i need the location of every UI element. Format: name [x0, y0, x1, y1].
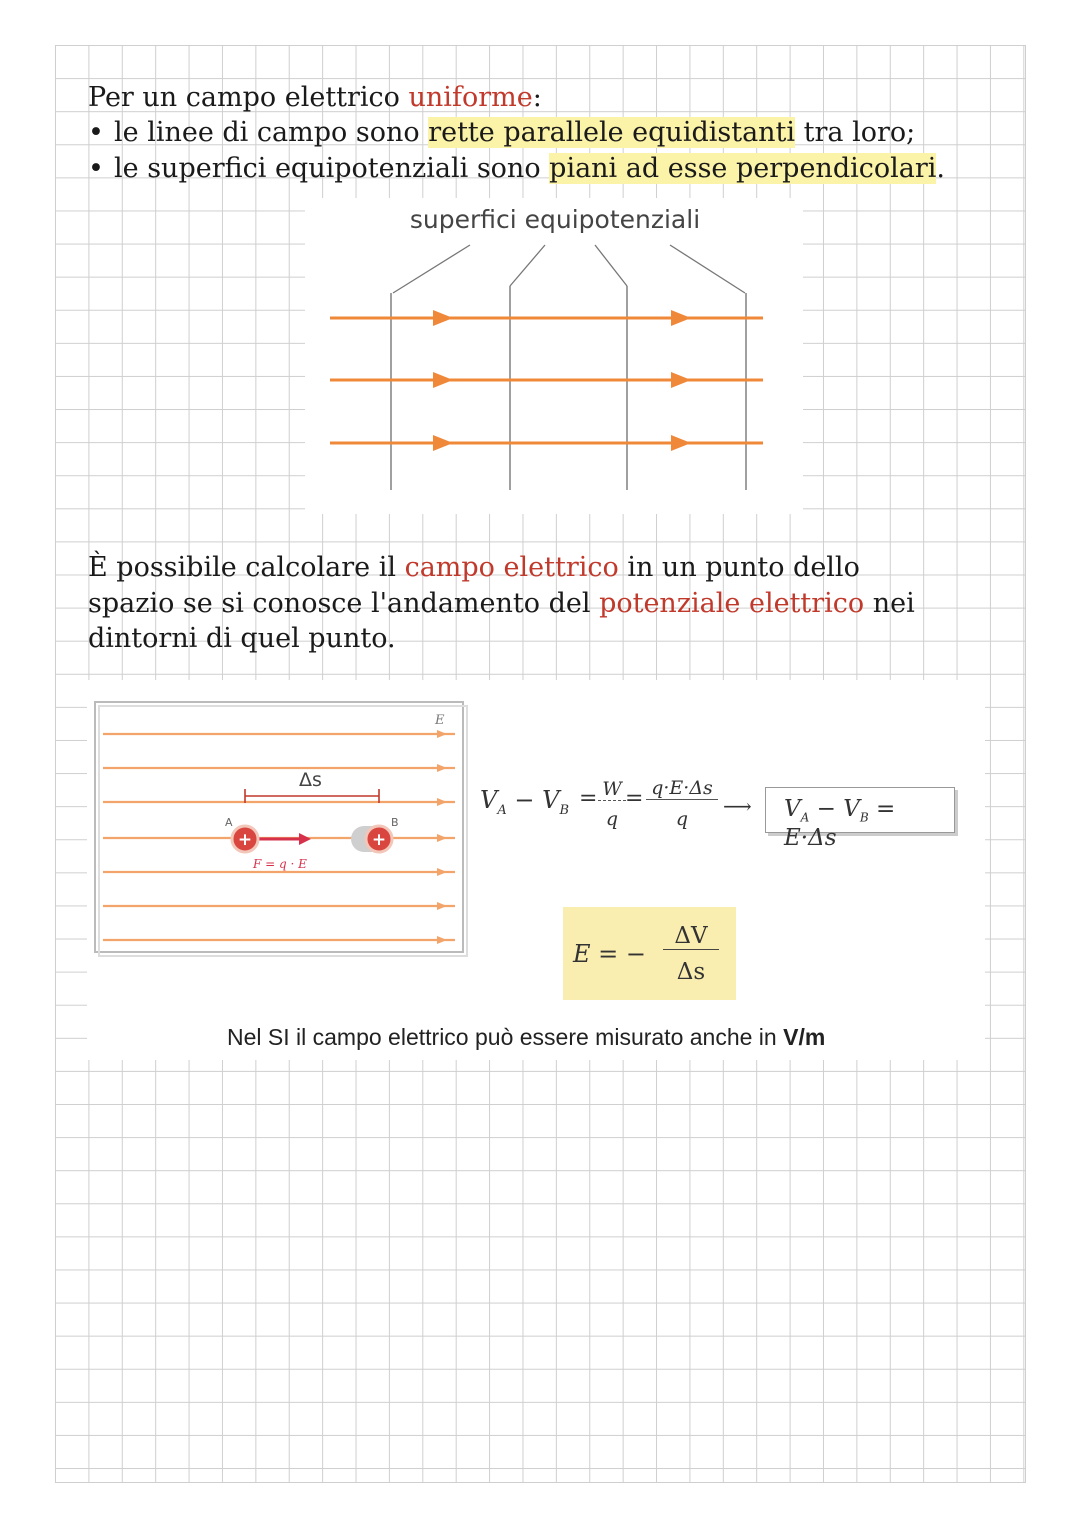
point-a-label: A	[225, 816, 233, 829]
field-formula-dv: ΔV	[663, 923, 719, 950]
bullet-1-tail: tra loro;	[795, 117, 916, 148]
field-formula-lhs: E = −	[573, 940, 646, 968]
si-note-unit: V/m	[783, 1024, 826, 1050]
formula-q: q	[605, 808, 619, 830]
result-formula: $V_A - V_B = E\cdot\Delta s$	[784, 796, 896, 851]
bullet-2	[88, 151, 945, 186]
para-line-1-tail: in un punto dello	[618, 552, 860, 583]
force-label: F = q · E	[253, 857, 307, 871]
para-line-3	[88, 621, 396, 656]
figure-equipotential	[305, 198, 803, 514]
bullet-1-text: le linee di campo sono	[114, 117, 429, 148]
bullet-2-text: le superfici equipotenziali sono	[114, 153, 550, 184]
para-line-1	[88, 550, 860, 585]
intro-title-highlight: uniforme	[408, 82, 533, 113]
field-label: E	[435, 713, 445, 728]
diagram-frame	[95, 702, 463, 952]
delta-s-label: Δs	[299, 769, 322, 791]
para-line-1-highlight: campo elettrico	[404, 552, 619, 583]
bullet-1-highlight: rette parallele equidistanti	[428, 117, 796, 148]
equipotential-diagram	[305, 198, 803, 514]
formula-q-cancel: q	[675, 808, 689, 830]
svg-text:+: +	[371, 830, 387, 850]
intro-title-text: Per un campo elettrico	[88, 82, 409, 113]
charge-field-diagram	[93, 700, 473, 960]
para-line-2	[88, 586, 915, 621]
para-line-3-text: dintorni di quel punto.	[88, 623, 396, 654]
intro-title-colon: :	[532, 82, 542, 113]
point-b-label: B	[391, 816, 399, 829]
formula-eq-2: =	[625, 786, 644, 811]
si-note-text: Nel SI il campo elettrico può essere misurato anche in	[227, 1024, 784, 1050]
field-formula-ds: Δs	[676, 959, 706, 985]
formula-qes: q·E·Δs	[646, 777, 718, 800]
bullet-1	[88, 115, 915, 150]
field-lines	[330, 318, 763, 443]
para-line-2-tail: nei	[864, 588, 915, 619]
formula-w: W	[598, 778, 626, 801]
arrow-icon: ⟶	[723, 794, 752, 818]
formula-work: $V_A - V_B$	[480, 786, 570, 818]
svg-text:+: +	[237, 830, 253, 850]
result-box	[765, 787, 955, 851]
intro-title	[88, 80, 542, 115]
label-pointer-lines	[393, 245, 745, 293]
bullet-2-highlight: piani ad esse perpendicolari	[549, 153, 937, 184]
formula-eq-1: =	[579, 786, 598, 811]
field-formula-box	[563, 907, 736, 1000]
bullet-symbol: •	[88, 117, 104, 148]
bullet-symbol: •	[88, 153, 104, 184]
bullet-2-tail: .	[936, 153, 945, 184]
para-line-2-highlight: potenziale elettrico	[599, 588, 865, 619]
equipotential-label: superfici equipotenziali	[409, 205, 701, 234]
para-line-2-text: spazio se si conosce l'andamento del	[88, 588, 600, 619]
para-line-1-text: È possibile calcolare il	[88, 552, 405, 583]
si-note	[227, 1024, 825, 1051]
figure-formula-panel	[87, 680, 985, 1060]
